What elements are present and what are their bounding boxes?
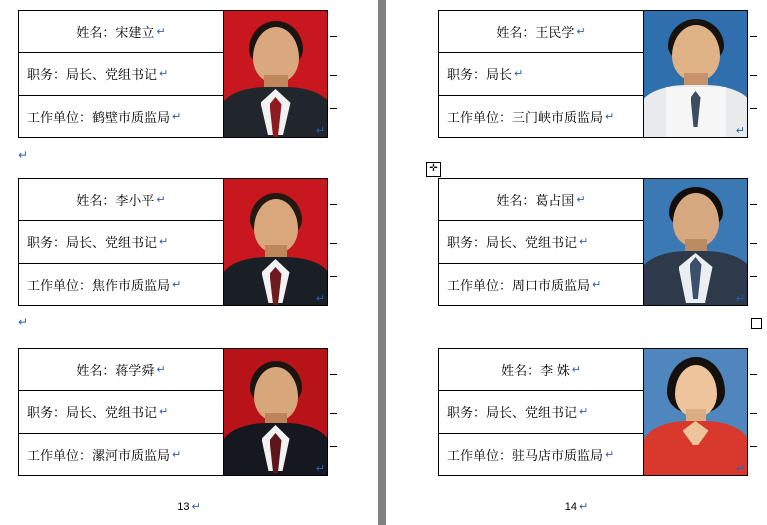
person-name: 姓名：蒋学舜 <box>76 363 155 379</box>
person-card-fields <box>19 11 223 137</box>
page-number-footer <box>0 500 378 513</box>
paragraph-mark-icon: ↵ <box>735 293 745 305</box>
paragraph-mark-icon: ↵ <box>159 406 169 419</box>
person-card-fields <box>19 179 223 305</box>
paragraph-mark-icon: ↵ <box>735 463 745 475</box>
person-name: 姓名：李小平 <box>76 193 155 209</box>
person-title: 职务：局长、党组书记 <box>447 235 578 251</box>
paragraph-mark-icon: ↵ <box>18 315 29 329</box>
portrait-photo <box>644 349 747 475</box>
person-name: 姓名：王民学 <box>496 25 575 41</box>
table-edge-tick <box>750 108 757 109</box>
person-unit-row <box>439 434 643 475</box>
table-edge-tick <box>330 446 337 447</box>
person-unit: 工作单位：鹤壁市质监局 <box>27 109 171 125</box>
paragraph-mark-icon: ↵ <box>172 278 182 291</box>
paragraph-mark-icon: ↵ <box>592 278 602 291</box>
person-title: 职务：局长、党组书记 <box>27 67 158 83</box>
paragraph-mark-icon: ↵ <box>156 26 166 39</box>
portrait-photo <box>644 179 747 305</box>
person-unit-row <box>19 96 223 137</box>
person-unit: 工作单位：焦作市质监局 <box>27 277 171 293</box>
portrait-photo <box>224 11 327 137</box>
person-photo-cell[interactable] <box>643 349 747 475</box>
person-title-row <box>439 391 643 433</box>
paragraph-mark-icon: ↵ <box>579 236 589 249</box>
person-title: 职务：局长、党组书记 <box>27 405 158 421</box>
person-card-fields <box>439 179 643 305</box>
person-unit-row <box>439 96 643 137</box>
person-title-row <box>439 221 643 263</box>
table-resize-handle[interactable] <box>751 318 762 329</box>
person-title-row <box>19 221 223 263</box>
person-name: 姓名：宋建立 <box>76 25 155 41</box>
person-unit: 工作单位：周口市质监局 <box>447 277 591 293</box>
person-card[interactable] <box>438 348 748 476</box>
table-move-handle[interactable] <box>426 162 441 177</box>
portrait-photo <box>644 11 747 137</box>
person-unit-row <box>19 434 223 475</box>
table-edge-tick <box>330 374 337 375</box>
person-unit-row <box>439 264 643 305</box>
table-edge-tick <box>750 36 757 37</box>
paragraph-mark-icon: ↵ <box>315 463 325 475</box>
table-edge-tick <box>750 75 757 76</box>
person-title: 职务：局长 <box>447 67 513 83</box>
table-edge-tick <box>750 374 757 375</box>
person-card[interactable] <box>18 348 328 476</box>
paragraph-mark-icon: ↵ <box>579 501 589 513</box>
portrait-photo <box>224 349 327 475</box>
person-name-row <box>19 179 223 221</box>
table-edge-tick <box>750 204 757 205</box>
paragraph-mark-icon: ↵ <box>191 501 201 513</box>
document-page-right <box>386 0 767 525</box>
paragraph-mark-icon: ↵ <box>571 364 581 377</box>
person-name: 姓名：葛占国 <box>496 193 575 209</box>
paragraph-mark-icon: ↵ <box>159 68 169 81</box>
table-edge-tick <box>330 243 337 244</box>
person-card[interactable] <box>18 10 328 138</box>
person-photo-cell[interactable] <box>223 179 327 305</box>
person-unit-row <box>19 264 223 305</box>
person-unit: 工作单位：驻马店市质监局 <box>447 447 604 463</box>
page-number-value: 13 <box>177 501 190 513</box>
paragraph-mark-icon: ↵ <box>514 68 524 81</box>
table-edge-tick <box>750 276 757 277</box>
page-number-value: 14 <box>564 501 578 513</box>
person-name-row <box>19 11 223 53</box>
table-edge-tick <box>330 108 337 109</box>
person-name-row <box>439 11 643 53</box>
paragraph-mark-icon: ↵ <box>576 194 586 207</box>
person-card-fields <box>439 349 643 475</box>
paragraph-mark-icon: ↵ <box>172 448 182 461</box>
table-edge-tick <box>750 243 757 244</box>
table-edge-tick <box>330 413 337 414</box>
person-name-row <box>19 349 223 391</box>
person-name-row <box>439 349 643 391</box>
person-title: 职务：局长、党组书记 <box>447 405 578 421</box>
person-title-row <box>19 391 223 433</box>
table-edge-tick <box>330 36 337 37</box>
portrait-photo <box>224 179 327 305</box>
paragraph-mark-icon: ↵ <box>159 236 169 249</box>
table-edge-tick <box>750 413 757 414</box>
person-title: 职务：局长、党组书记 <box>27 235 158 251</box>
document-page-left <box>0 0 378 525</box>
paragraph-mark-icon: ↵ <box>172 110 182 123</box>
person-card-fields <box>439 11 643 137</box>
paragraph-mark-icon: ↵ <box>735 125 745 137</box>
person-card[interactable] <box>438 178 748 306</box>
paragraph-mark-icon: ↵ <box>576 26 586 39</box>
paragraph-mark-icon: ↵ <box>315 293 325 305</box>
person-title-row <box>19 53 223 95</box>
person-photo-cell[interactable] <box>223 349 327 475</box>
person-unit: 工作单位：漯河市质监局 <box>27 447 171 463</box>
person-card[interactable] <box>438 10 748 138</box>
paragraph-mark-icon: ↵ <box>18 148 29 162</box>
person-title-row <box>439 53 643 95</box>
table-edge-tick <box>330 276 337 277</box>
paragraph-mark-icon: ↵ <box>605 448 615 461</box>
person-photo-cell[interactable] <box>643 11 747 137</box>
person-photo-cell[interactable] <box>643 179 747 305</box>
paragraph-mark-icon: ↵ <box>315 125 325 137</box>
paragraph-mark-icon: ↵ <box>579 406 589 419</box>
table-move-handle-glyph: ✛ <box>429 163 438 174</box>
table-edge-tick <box>330 75 337 76</box>
paragraph-mark-icon: ↵ <box>156 364 166 377</box>
table-edge-tick <box>750 446 757 447</box>
table-edge-tick <box>330 204 337 205</box>
person-name: 姓名：李 姝 <box>501 363 570 379</box>
paragraph-mark-icon: ↵ <box>156 194 166 207</box>
person-name-row <box>439 179 643 221</box>
person-card[interactable] <box>18 178 328 306</box>
person-photo-cell[interactable] <box>223 11 327 137</box>
person-card-fields <box>19 349 223 475</box>
paragraph-mark-icon: ↵ <box>605 110 615 123</box>
page-gutter <box>378 0 386 525</box>
person-unit: 工作单位：三门峡市质监局 <box>447 109 604 125</box>
page-number-footer <box>386 500 767 513</box>
